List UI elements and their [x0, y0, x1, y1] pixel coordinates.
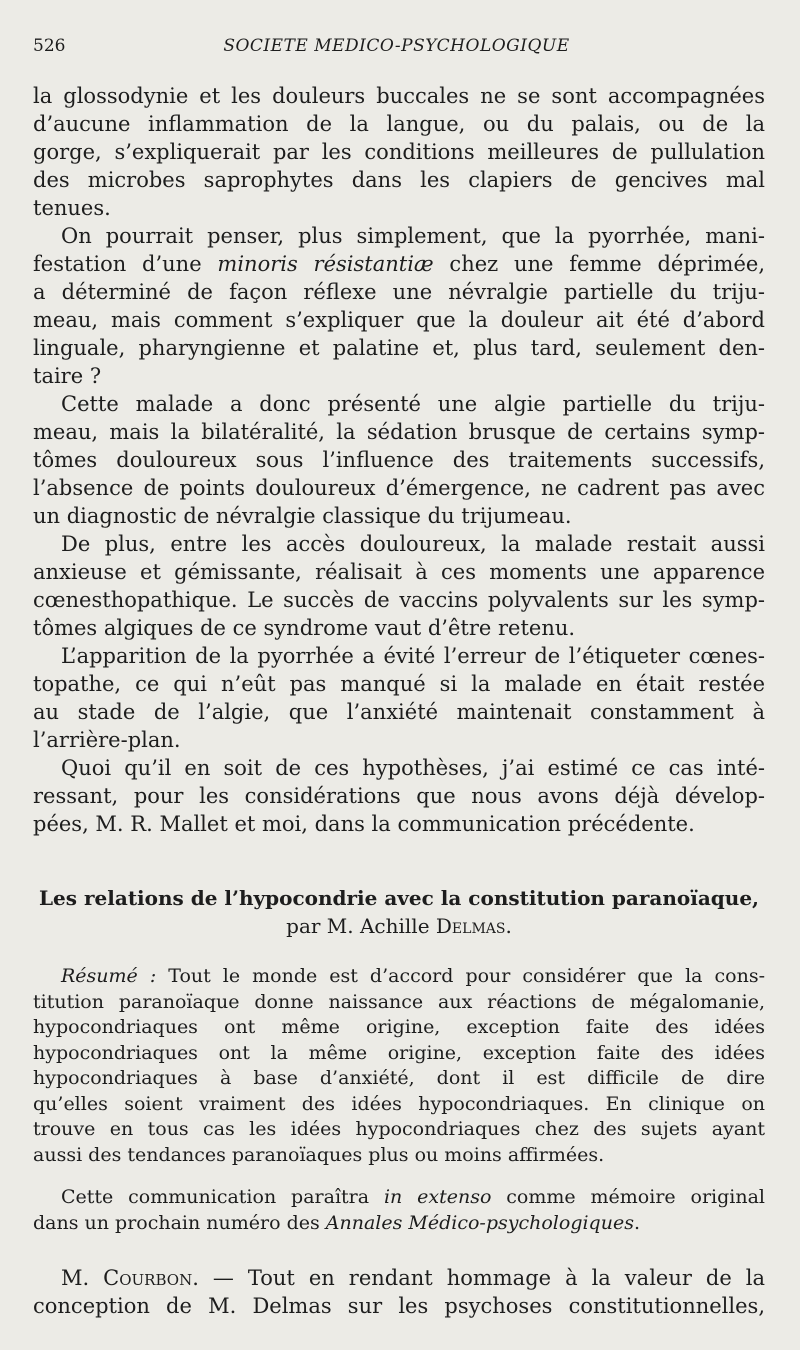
resume-label: Résumé : [61, 965, 157, 987]
text-line: qu’elles soient vraiment des idées hypocondriaques. En clinique on [33, 1092, 765, 1115]
author-name: Delmas [435, 914, 506, 938]
section-byline-block [33, 912, 765, 940]
text-fragment: comme mémoire original [491, 1186, 765, 1208]
paragraph-5 [33, 642, 765, 754]
text-line: gorge, s’expliquerait par les conditions meilleures de pullulation [33, 140, 765, 164]
text-line: aussi des tendances paranoïaques plus ou moins affirmées. [33, 1143, 605, 1166]
text-line: trouve en tous cas les idées hypocondriaques chez des sujets ayant [33, 1118, 765, 1140]
text-line: tômes douloureux sous l’influence des traitements successifs, [33, 448, 765, 472]
publication-note [33, 1185, 765, 1236]
text-line [33, 1264, 765, 1292]
text-line: un diagnostic de névralgie classique du trijumeau. [33, 504, 572, 528]
text-line: linguale, pharyngienne et palatine et, plus tard, seulement den- [33, 336, 765, 360]
paragraph-4 [33, 530, 765, 642]
text-line: De plus, entre les accès douloureux, la malade restait aussi [61, 532, 765, 556]
text-line [33, 1185, 765, 1211]
paragraph-2 [33, 222, 765, 390]
text-line: tenues. [33, 196, 111, 220]
text-line: Cette malade a donc présenté une algie partielle du triju- [61, 392, 765, 416]
courbon-paragraph [33, 1264, 765, 1320]
text-line: cœnesthopathique. Le succès de vaccins polyvalents sur les symp- [33, 588, 765, 612]
text-line: hypocondriaques ont la même origine, exception faite des idées [33, 1041, 765, 1064]
text-line: topathe, ce qui n’eût pas manqué si la malade en était restée [33, 672, 765, 696]
section-heading [33, 884, 765, 912]
text-line: Quoi qu’il en soit de ces hypothèses, j’ai estimé ce cas inté- [61, 756, 765, 780]
text-line: On pourrait penser, plus simplement, que la pyorrhée, mani- [61, 224, 765, 248]
text-fragment: . — Tout en rendant hommage à la valeur de la [192, 1266, 765, 1290]
latin-phrase: in extenso [383, 1186, 492, 1208]
byline-suffix: . [505, 914, 512, 938]
paragraph-1 [33, 82, 765, 222]
text-line: meau, mais la bilatéralité, la sédation brusque de certains symp- [33, 420, 765, 444]
text-line [33, 964, 765, 990]
text-line: la glossodynie et les douleurs buccales ne se sont accompagnées [33, 84, 765, 108]
text-line: anxieuse et gémissante, réalisait à ces moments une apparence [33, 560, 765, 584]
text-line: l’arrière-plan. [33, 728, 181, 752]
text-line: d’aucune inflammation de la langue, ou du palais, ou de la [33, 112, 765, 136]
text-line: pées, M. R. Mallet et moi, dans la communication précédente. [33, 812, 695, 836]
section-title: Les relations de l’hypocondrie avec la constitution paranoïaque, [38, 886, 760, 910]
text-fragment: Cette communication paraîtra [61, 1186, 384, 1208]
text-line: conception de M. Delmas sur les psychoses constitutionnelles, [33, 1294, 765, 1318]
text-fragment: chez une femme déprimée, [433, 252, 765, 276]
text-line: meau, mais comment s’expliquer que la douleur ait été d’abord [33, 308, 765, 332]
text-line: L’apparition de la pyorrhée a évité l’erreur de l’étiqueter cœnes- [61, 644, 765, 668]
speaker-name: Courbon [103, 1266, 193, 1290]
section-byline [33, 912, 765, 940]
page-header [33, 36, 760, 60]
paragraph-3 [33, 390, 765, 530]
text-line: ressant, pour les considérations que nous avons déjà dévelop- [33, 784, 765, 808]
text-line: l’absence de points douloureux d’émergence, ne cadrent pas avec [33, 476, 765, 500]
text-fragment: . [633, 1211, 640, 1234]
text-line: des microbes saprophytes dans les clapiers de gencives mal [33, 168, 765, 192]
text-line [33, 250, 765, 278]
text-line: hypocondriaques à base d’anxiété, dont il est difficile de dire [33, 1067, 765, 1089]
byline-prefix: par M. Achille [286, 914, 436, 938]
page-number: 526 [33, 36, 66, 56]
journal-title: Annales Médico-psychologiques [325, 1211, 634, 1234]
latin-phrase: minoris résistantiæ [217, 252, 434, 276]
text-line: au stade de l’algie, que l’anxiété maintenait constamment à [33, 700, 765, 724]
text-line: tômes algiques de ce syndrome vaut d’être retenu. [33, 616, 576, 640]
text-fragment: dans un prochain numéro des [33, 1211, 326, 1234]
text-line: a déterminé de façon réflexe une névralgie partielle du triju- [33, 280, 765, 304]
text-fragment: M. [61, 1266, 104, 1290]
text-line: hypocondriaques ont même origine, exception faite des idées [33, 1016, 765, 1038]
running-title: SOCIETE MEDICO-PSYCHOLOGIQUE [223, 36, 570, 56]
text-line: titution paranoïaque donne naissance aux réactions de mégalomanie, [33, 990, 765, 1013]
text-line: taire ? [33, 364, 102, 388]
text-fragment: Tout le monde est d’accord pour considérer que la cons- [156, 965, 765, 987]
resume-paragraph [33, 964, 765, 1168]
text-line [33, 1211, 765, 1237]
paragraph-6 [33, 754, 765, 838]
text-fragment: festation d’une [33, 252, 218, 276]
